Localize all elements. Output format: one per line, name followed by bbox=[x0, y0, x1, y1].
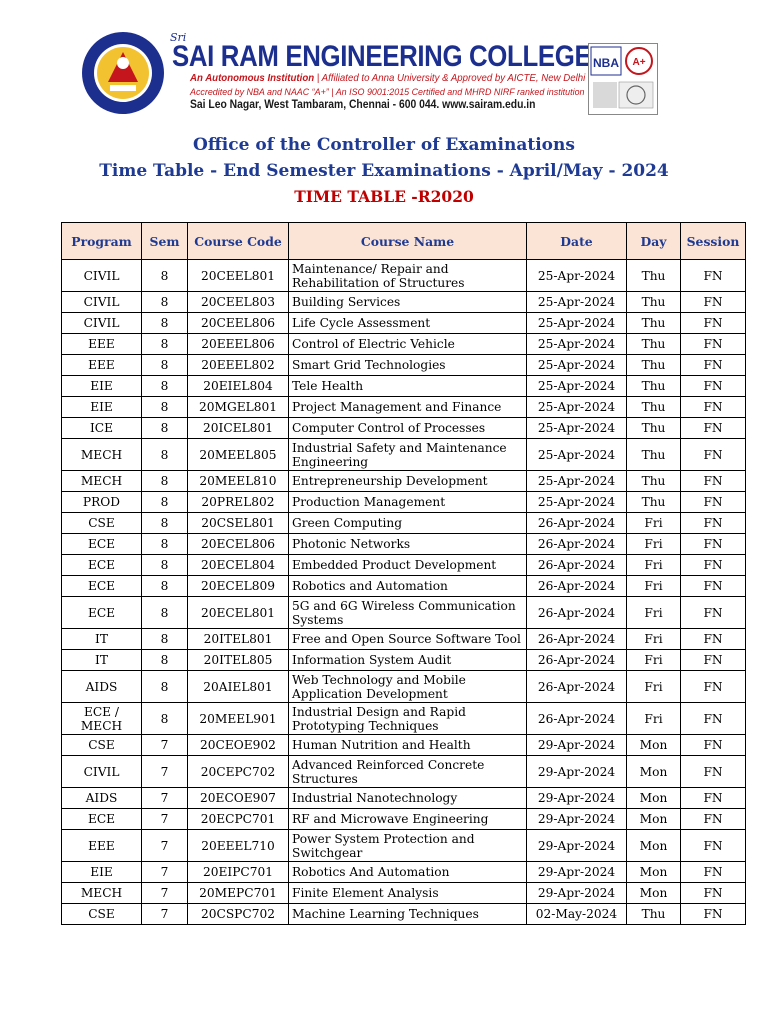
date-cell: 25-Apr-2024 bbox=[527, 334, 627, 355]
course-code-cell: 20CSPC702 bbox=[188, 904, 289, 925]
session-cell: FN bbox=[681, 439, 746, 471]
session-cell: FN bbox=[681, 597, 746, 629]
table-row bbox=[62, 513, 746, 534]
day-cell: Thu bbox=[627, 904, 681, 925]
program-cell: IT bbox=[62, 650, 142, 671]
program-cell: ECE bbox=[62, 555, 142, 576]
date-cell: 29-Apr-2024 bbox=[527, 862, 627, 883]
session-cell: FN bbox=[681, 703, 746, 735]
course-code-cell: 20ICEL801 bbox=[188, 418, 289, 439]
session-cell: FN bbox=[681, 260, 746, 292]
sem-cell: 8 bbox=[142, 292, 188, 313]
header-sem: Sem bbox=[142, 223, 188, 260]
autonomous-label: An Autonomous Institution bbox=[190, 72, 315, 84]
course-code-cell: 20CEOE902 bbox=[188, 735, 289, 756]
course-name-cell: Industrial Safety and Maintenance Engineering bbox=[289, 439, 527, 471]
day-cell: Thu bbox=[627, 418, 681, 439]
sem-cell: 8 bbox=[142, 397, 188, 418]
program-cell: EEE bbox=[62, 830, 142, 862]
date-cell: 29-Apr-2024 bbox=[527, 830, 627, 862]
course-code-cell: 20CSEL801 bbox=[188, 513, 289, 534]
sem-cell: 8 bbox=[142, 471, 188, 492]
session-cell: FN bbox=[681, 883, 746, 904]
session-cell: FN bbox=[681, 862, 746, 883]
program-cell: MECH bbox=[62, 439, 142, 471]
course-name-cell: Green Computing bbox=[289, 513, 527, 534]
course-code-cell: 20CEEL803 bbox=[188, 292, 289, 313]
course-name-cell: Free and Open Source Software Tool bbox=[289, 629, 527, 650]
college-logo bbox=[80, 30, 166, 116]
program-cell: ECE bbox=[62, 534, 142, 555]
course-code-cell: 20PREL802 bbox=[188, 492, 289, 513]
course-name-cell: Tele Health bbox=[289, 376, 527, 397]
session-cell: FN bbox=[681, 629, 746, 650]
course-name-cell: Advanced Reinforced Concrete Structures bbox=[289, 756, 527, 788]
day-cell: Mon bbox=[627, 809, 681, 830]
session-cell: FN bbox=[681, 671, 746, 703]
table-row bbox=[62, 629, 746, 650]
sem-cell: 8 bbox=[142, 439, 188, 471]
program-cell: CIVIL bbox=[62, 756, 142, 788]
day-cell: Mon bbox=[627, 756, 681, 788]
course-name-cell: Smart Grid Technologies bbox=[289, 355, 527, 376]
date-cell: 25-Apr-2024 bbox=[527, 292, 627, 313]
table-row bbox=[62, 492, 746, 513]
date-cell: 25-Apr-2024 bbox=[527, 313, 627, 334]
course-name-cell: Control of Electric Vehicle bbox=[289, 334, 527, 355]
program-cell: AIDS bbox=[62, 788, 142, 809]
date-cell: 26-Apr-2024 bbox=[527, 513, 627, 534]
session-cell: FN bbox=[681, 376, 746, 397]
course-code-cell: 20AIEL801 bbox=[188, 671, 289, 703]
day-cell: Mon bbox=[627, 735, 681, 756]
date-cell: 25-Apr-2024 bbox=[527, 471, 627, 492]
date-cell: 26-Apr-2024 bbox=[527, 629, 627, 650]
session-cell: FN bbox=[681, 513, 746, 534]
day-cell: Fri bbox=[627, 513, 681, 534]
course-code-cell: 20ECPC701 bbox=[188, 809, 289, 830]
course-name-cell: Embedded Product Development bbox=[289, 555, 527, 576]
day-cell: Thu bbox=[627, 397, 681, 418]
date-cell: 25-Apr-2024 bbox=[527, 418, 627, 439]
course-name-cell: 5G and 6G Wireless Communication Systems bbox=[289, 597, 527, 629]
table-row bbox=[62, 597, 746, 629]
sem-cell: 8 bbox=[142, 576, 188, 597]
session-cell: FN bbox=[681, 830, 746, 862]
day-cell: Fri bbox=[627, 629, 681, 650]
course-code-cell: 20EIPC701 bbox=[188, 862, 289, 883]
course-name-cell: Industrial Design and Rapid Prototyping Techniques bbox=[289, 703, 527, 735]
program-cell: ICE bbox=[62, 418, 142, 439]
course-name-cell: Robotics And Automation bbox=[289, 862, 527, 883]
course-code-cell: 20EIEL804 bbox=[188, 376, 289, 397]
date-cell: 26-Apr-2024 bbox=[527, 597, 627, 629]
sem-cell: 8 bbox=[142, 534, 188, 555]
course-name-cell: Information System Audit bbox=[289, 650, 527, 671]
program-cell: CIVIL bbox=[62, 313, 142, 334]
sem-cell: 8 bbox=[142, 513, 188, 534]
date-cell: 25-Apr-2024 bbox=[527, 355, 627, 376]
day-cell: Fri bbox=[627, 650, 681, 671]
table-body bbox=[62, 260, 746, 925]
session-cell: FN bbox=[681, 650, 746, 671]
course-name-cell: Power System Protection and Switchgear bbox=[289, 830, 527, 862]
sem-cell: 7 bbox=[142, 883, 188, 904]
session-cell: FN bbox=[681, 334, 746, 355]
college-name: SAI RAM ENGINEERING COLLEGE bbox=[172, 40, 592, 73]
session-cell: FN bbox=[681, 576, 746, 597]
college-header bbox=[80, 28, 680, 116]
date-cell: 26-Apr-2024 bbox=[527, 576, 627, 597]
date-cell: 26-Apr-2024 bbox=[527, 703, 627, 735]
day-cell: Thu bbox=[627, 439, 681, 471]
exam-timetable bbox=[61, 222, 746, 925]
day-cell: Thu bbox=[627, 471, 681, 492]
day-cell: Mon bbox=[627, 883, 681, 904]
program-cell: PROD bbox=[62, 492, 142, 513]
sem-cell: 8 bbox=[142, 376, 188, 397]
header-course-code: Course Code bbox=[188, 223, 289, 260]
date-cell: 26-Apr-2024 bbox=[527, 534, 627, 555]
day-cell: Fri bbox=[627, 703, 681, 735]
nba-badge-text: NBA bbox=[593, 56, 619, 70]
table-row bbox=[62, 334, 746, 355]
sem-cell: 8 bbox=[142, 418, 188, 439]
table-row bbox=[62, 735, 746, 756]
sem-cell: 7 bbox=[142, 862, 188, 883]
table-row bbox=[62, 650, 746, 671]
session-cell: FN bbox=[681, 292, 746, 313]
day-cell: Thu bbox=[627, 313, 681, 334]
date-cell: 29-Apr-2024 bbox=[527, 788, 627, 809]
day-cell: Thu bbox=[627, 334, 681, 355]
table-row bbox=[62, 313, 746, 334]
session-cell: FN bbox=[681, 534, 746, 555]
header-date: Date bbox=[527, 223, 627, 260]
sem-cell: 7 bbox=[142, 830, 188, 862]
table-row bbox=[62, 376, 746, 397]
date-cell: 26-Apr-2024 bbox=[527, 555, 627, 576]
regulation-title: TIME TABLE -R2020 bbox=[294, 187, 474, 206]
office-title: Office of the Controller of Examinations bbox=[193, 135, 575, 155]
course-name-cell: Maintenance/ Repair and Rehabilitation of Structures bbox=[289, 260, 527, 292]
header-program: Program bbox=[62, 223, 142, 260]
table-row bbox=[62, 862, 746, 883]
course-code-cell: 20MGEL801 bbox=[188, 397, 289, 418]
day-cell: Thu bbox=[627, 355, 681, 376]
course-name-cell: Finite Element Analysis bbox=[289, 883, 527, 904]
table-row bbox=[62, 904, 746, 925]
day-cell: Mon bbox=[627, 830, 681, 862]
course-name-cell: Machine Learning Techniques bbox=[289, 904, 527, 925]
date-cell: 29-Apr-2024 bbox=[527, 756, 627, 788]
table-row bbox=[62, 534, 746, 555]
course-code-cell: 20ECOE907 bbox=[188, 788, 289, 809]
sem-cell: 7 bbox=[142, 756, 188, 788]
course-code-cell: 20MEEL901 bbox=[188, 703, 289, 735]
table-row bbox=[62, 397, 746, 418]
table-row bbox=[62, 756, 746, 788]
program-cell: CSE bbox=[62, 735, 142, 756]
sem-cell: 8 bbox=[142, 334, 188, 355]
program-cell: ECE bbox=[62, 809, 142, 830]
sem-cell: 8 bbox=[142, 355, 188, 376]
header-course-name: Course Name bbox=[289, 223, 527, 260]
course-code-cell: 20CEEL806 bbox=[188, 313, 289, 334]
sem-cell: 8 bbox=[142, 492, 188, 513]
program-cell: EIE bbox=[62, 397, 142, 418]
table-row bbox=[62, 576, 746, 597]
day-cell: Mon bbox=[627, 862, 681, 883]
program-cell: MECH bbox=[62, 883, 142, 904]
course-name-cell: Computer Control of Processes bbox=[289, 418, 527, 439]
program-cell: EIE bbox=[62, 376, 142, 397]
program-cell: CIVIL bbox=[62, 260, 142, 292]
day-cell: Mon bbox=[627, 788, 681, 809]
day-cell: Fri bbox=[627, 576, 681, 597]
course-code-cell: 20MEEL810 bbox=[188, 471, 289, 492]
session-cell: FN bbox=[681, 555, 746, 576]
course-name-cell: Project Management and Finance bbox=[289, 397, 527, 418]
table-row bbox=[62, 292, 746, 313]
date-cell: 26-Apr-2024 bbox=[527, 671, 627, 703]
table-row bbox=[62, 830, 746, 862]
course-code-cell: 20EEEL710 bbox=[188, 830, 289, 862]
program-cell: EEE bbox=[62, 355, 142, 376]
date-cell: 29-Apr-2024 bbox=[527, 883, 627, 904]
program-cell: CSE bbox=[62, 904, 142, 925]
course-code-cell: 20ITEL805 bbox=[188, 650, 289, 671]
sem-cell: 7 bbox=[142, 809, 188, 830]
session-cell: FN bbox=[681, 809, 746, 830]
course-name-cell: Building Services bbox=[289, 292, 527, 313]
course-code-cell: 20CEEL801 bbox=[188, 260, 289, 292]
table-header-row bbox=[62, 223, 746, 260]
table-row bbox=[62, 809, 746, 830]
program-cell: ECE bbox=[62, 576, 142, 597]
day-cell: Fri bbox=[627, 555, 681, 576]
course-name-cell: Industrial Nanotechnology bbox=[289, 788, 527, 809]
accreditation-line: Accredited by NBA and NAAC “A+” | An ISO 9001:2015 Certified and MHRD NIRF ranked institution bbox=[190, 87, 585, 98]
sem-cell: 8 bbox=[142, 629, 188, 650]
course-name-cell: Entrepreneurship Development bbox=[289, 471, 527, 492]
sem-cell: 8 bbox=[142, 313, 188, 334]
session-cell: FN bbox=[681, 788, 746, 809]
program-cell: CSE bbox=[62, 513, 142, 534]
affiliation-text: | Affiliated to Anna University & Approved by AICTE, New Delhi bbox=[314, 72, 586, 84]
table-row bbox=[62, 418, 746, 439]
session-cell: FN bbox=[681, 397, 746, 418]
naac-badge-text: A+ bbox=[632, 57, 646, 68]
sem-cell: 7 bbox=[142, 735, 188, 756]
sem-cell: 8 bbox=[142, 260, 188, 292]
session-cell: FN bbox=[681, 355, 746, 376]
table-row bbox=[62, 439, 746, 471]
course-code-cell: 20ECEL806 bbox=[188, 534, 289, 555]
header-day: Day bbox=[627, 223, 681, 260]
sem-cell: 8 bbox=[142, 671, 188, 703]
program-cell: MECH bbox=[62, 471, 142, 492]
course-code-cell: 20MEPC701 bbox=[188, 883, 289, 904]
table-row bbox=[62, 883, 746, 904]
day-cell: Thu bbox=[627, 260, 681, 292]
table-row bbox=[62, 555, 746, 576]
course-code-cell: 20CEPC702 bbox=[188, 756, 289, 788]
course-code-cell: 20ECEL809 bbox=[188, 576, 289, 597]
header-session: Session bbox=[681, 223, 746, 260]
sem-cell: 8 bbox=[142, 555, 188, 576]
date-cell: 29-Apr-2024 bbox=[527, 809, 627, 830]
day-cell: Fri bbox=[627, 534, 681, 555]
course-name-cell: Photonic Networks bbox=[289, 534, 527, 555]
date-cell: 02-May-2024 bbox=[527, 904, 627, 925]
program-cell: EEE bbox=[62, 334, 142, 355]
course-code-cell: 20EEEL802 bbox=[188, 355, 289, 376]
date-cell: 25-Apr-2024 bbox=[527, 397, 627, 418]
session-cell: FN bbox=[681, 313, 746, 334]
sem-cell: 8 bbox=[142, 703, 188, 735]
program-cell: IT bbox=[62, 629, 142, 650]
course-name-cell: Life Cycle Assessment bbox=[289, 313, 527, 334]
table-row bbox=[62, 788, 746, 809]
program-cell: ECE bbox=[62, 597, 142, 629]
session-cell: FN bbox=[681, 471, 746, 492]
course-name-cell: Production Management bbox=[289, 492, 527, 513]
sem-cell: 7 bbox=[142, 904, 188, 925]
date-cell: 29-Apr-2024 bbox=[527, 735, 627, 756]
course-name-cell: Web Technology and Mobile Application Development bbox=[289, 671, 527, 703]
table-row bbox=[62, 671, 746, 703]
table-row bbox=[62, 260, 746, 292]
table-row bbox=[62, 355, 746, 376]
day-cell: Fri bbox=[627, 671, 681, 703]
accreditation-badges bbox=[588, 43, 658, 115]
affiliation-line bbox=[190, 72, 585, 84]
session-cell: FN bbox=[681, 418, 746, 439]
course-name-cell: Human Nutrition and Health bbox=[289, 735, 527, 756]
course-code-cell: 20MEEL805 bbox=[188, 439, 289, 471]
date-cell: 25-Apr-2024 bbox=[527, 492, 627, 513]
program-cell: AIDS bbox=[62, 671, 142, 703]
day-cell: Thu bbox=[627, 492, 681, 513]
course-code-cell: 20ECEL801 bbox=[188, 597, 289, 629]
day-cell: Fri bbox=[627, 597, 681, 629]
session-cell: FN bbox=[681, 735, 746, 756]
date-cell: 26-Apr-2024 bbox=[527, 650, 627, 671]
course-code-cell: 20ITEL801 bbox=[188, 629, 289, 650]
program-cell: CIVIL bbox=[62, 292, 142, 313]
table-row bbox=[62, 703, 746, 735]
date-cell: 25-Apr-2024 bbox=[527, 439, 627, 471]
date-cell: 25-Apr-2024 bbox=[527, 260, 627, 292]
course-name-cell: RF and Microwave Engineering bbox=[289, 809, 527, 830]
date-cell: 25-Apr-2024 bbox=[527, 376, 627, 397]
sem-cell: 7 bbox=[142, 788, 188, 809]
session-cell: FN bbox=[681, 904, 746, 925]
program-cell: EIE bbox=[62, 862, 142, 883]
course-code-cell: 20EEEL806 bbox=[188, 334, 289, 355]
course-name-cell: Robotics and Automation bbox=[289, 576, 527, 597]
sri-prefix: Sri bbox=[170, 31, 187, 44]
day-cell: Thu bbox=[627, 292, 681, 313]
session-cell: FN bbox=[681, 756, 746, 788]
session-cell: FN bbox=[681, 492, 746, 513]
course-code-cell: 20ECEL804 bbox=[188, 555, 289, 576]
table-row bbox=[62, 471, 746, 492]
sem-cell: 8 bbox=[142, 650, 188, 671]
address-line: Sai Leo Nagar, West Tambaram, Chennai - 600 044. www.sairam.edu.in bbox=[190, 99, 536, 111]
timetable-title: Time Table - End Semester Examinations - April/May - 2024 bbox=[99, 161, 669, 181]
sem-cell: 8 bbox=[142, 597, 188, 629]
program-cell: ECE / MECH bbox=[62, 703, 142, 735]
day-cell: Thu bbox=[627, 376, 681, 397]
